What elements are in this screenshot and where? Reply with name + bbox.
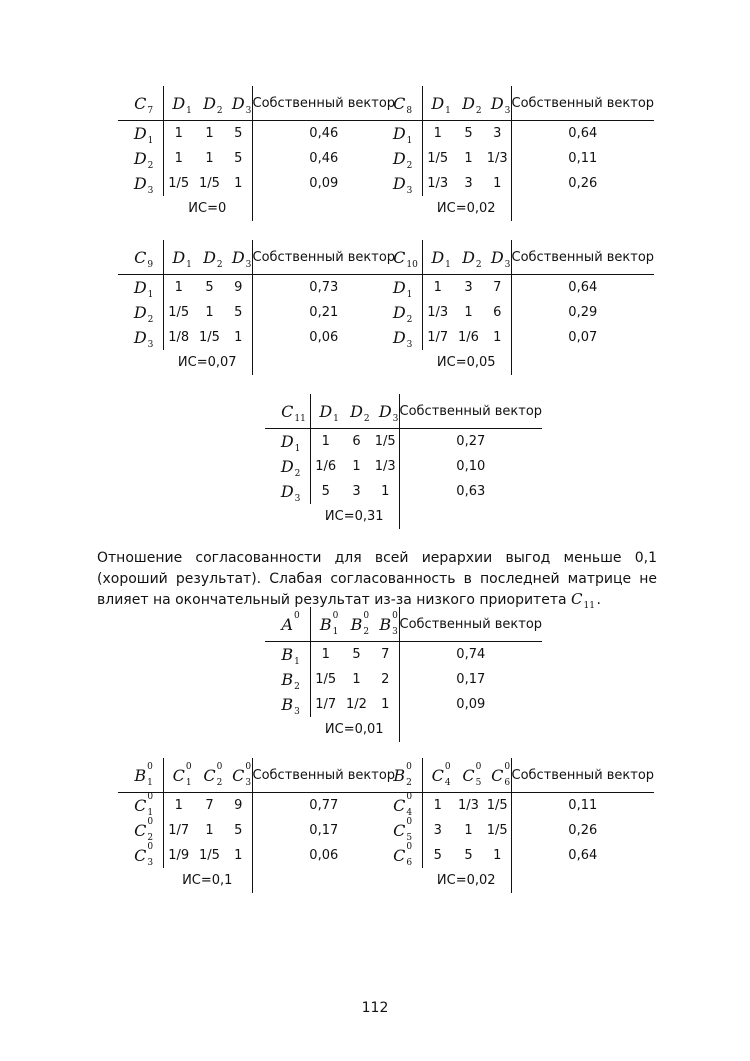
eigenvector-value: 0,77 xyxy=(252,793,395,819)
matrix-cell: 1/5 xyxy=(422,146,453,171)
matrix-cell: 1 xyxy=(163,275,194,301)
column-header: D 1 xyxy=(422,86,453,121)
eigenvector-value: 0,11 xyxy=(511,146,654,171)
matrix-cell: 3 xyxy=(464,280,473,295)
matrix-cell: 1 xyxy=(493,848,502,863)
matrix-cell: 6 xyxy=(493,305,502,320)
matrix-b1 xyxy=(118,758,395,893)
eigenvector-header: Собственный вектор xyxy=(252,758,395,793)
row-header: D 2 xyxy=(392,303,413,325)
eigenvector-value: 0,11 xyxy=(511,793,654,819)
matrix-cell: 1 xyxy=(464,305,473,320)
row-header: D 1 xyxy=(280,432,301,454)
matrix-cell: 5 xyxy=(310,479,341,504)
row-header: D 2 xyxy=(133,303,154,325)
matrix-row xyxy=(377,843,654,868)
matrix-cell: 1/7 xyxy=(422,325,453,350)
matrix-corner-label: A 0 xyxy=(265,607,310,642)
eigenvector-header: Собственный вектор xyxy=(399,394,542,429)
column-header: D 3 xyxy=(372,394,399,429)
matrix-cell: 5 xyxy=(234,823,243,838)
matrix-row xyxy=(377,171,654,196)
matrix-cell: 1/6 xyxy=(458,330,479,345)
column-header: D 3 xyxy=(225,240,252,275)
column-header: D 3 xyxy=(484,86,511,121)
matrix-cell: 6 xyxy=(352,434,361,449)
matrix-cell: 1 xyxy=(422,275,453,301)
matrix-corner-label: C 8 xyxy=(377,86,422,121)
matrix-row xyxy=(265,667,542,692)
matrix-cell: 2 xyxy=(381,672,390,687)
matrix-cell: 1 xyxy=(163,121,194,147)
matrix-corner-label: B 1 0 xyxy=(118,758,163,793)
matrix-cell: 5 xyxy=(234,305,243,320)
matrix-cell: 1/7 xyxy=(310,692,341,717)
matrix-cell: 1 xyxy=(205,305,214,320)
matrix-cell: 7 xyxy=(493,280,502,295)
matrix-cell: 1/5 xyxy=(199,330,220,345)
matrix-cell: 1/5 xyxy=(310,667,341,692)
row-header: C 3 0 xyxy=(134,842,154,868)
column-header: D 1 xyxy=(310,394,341,429)
row-header: C 4 0 xyxy=(393,792,413,818)
column-header: C 4 0 xyxy=(422,758,453,793)
matrix-cell: 1/3 xyxy=(374,459,396,474)
matrix-cell: 5 xyxy=(234,126,243,141)
consistency-index: ИС=0,02 xyxy=(436,201,496,216)
matrix-row xyxy=(377,300,654,325)
page-number: 112 xyxy=(361,1000,389,1016)
row-header: B 2 xyxy=(281,670,300,692)
matrix-cell: 1 xyxy=(422,121,453,147)
row-header: D 1 xyxy=(133,124,154,146)
matrix-cell: 5 xyxy=(464,848,473,863)
matrix-row xyxy=(377,818,654,843)
matrix-corner-label: C 10 xyxy=(377,240,422,275)
row-header: D 3 xyxy=(133,328,154,350)
row-header: D 1 xyxy=(392,278,413,300)
column-header: D 2 xyxy=(194,240,225,275)
paragraph-text: Отношение согласованности для всей иерархии выгод меньше 0,1 (хороший результат). Слабая согласованность в последней матрице не влияет на окончательный результат из-за низкого приоритета xyxy=(97,550,657,608)
eigenvector-value: 0,46 xyxy=(252,121,395,147)
row-header: D 1 xyxy=(392,124,413,146)
consistency-index: ИС=0 xyxy=(188,201,227,216)
matrix-cell: 1 xyxy=(163,793,194,819)
matrix-corner-label: C 7 xyxy=(118,86,163,121)
column-header: D 2 xyxy=(453,86,484,121)
matrix-row xyxy=(265,642,542,668)
consistency-index: ИС=0,07 xyxy=(177,355,237,370)
row-header: D 3 xyxy=(392,174,413,196)
column-header: D 2 xyxy=(341,394,372,429)
matrix-cell: 1 xyxy=(493,176,502,191)
matrix-row xyxy=(265,479,542,504)
column-header: C 2 0 xyxy=(194,758,225,793)
matrix-row xyxy=(377,793,654,819)
matrix-cell: 1/3 xyxy=(458,798,479,813)
eigenvector-header: Собственный вектор xyxy=(252,240,395,275)
matrix-cell: 1/3 xyxy=(422,300,453,325)
paragraph-symbol: C 11 xyxy=(571,590,595,611)
row-header: B 3 xyxy=(281,695,300,717)
matrix-cell: 5 xyxy=(352,647,361,662)
row-header: D 3 xyxy=(280,482,301,504)
matrix-cell: 1/5 xyxy=(199,848,220,863)
matrix-row xyxy=(377,325,654,350)
matrix-cell: 1 xyxy=(464,823,473,838)
matrix-row xyxy=(118,121,395,147)
matrix-cell: 1/3 xyxy=(486,151,508,166)
row-header: D 3 xyxy=(392,328,413,350)
eigenvector-value: 0,10 xyxy=(399,454,542,479)
row-header: D 1 xyxy=(133,278,154,300)
matrix-row xyxy=(377,121,654,147)
matrix-cell: 9 xyxy=(234,798,243,813)
matrix-cell: 1/9 xyxy=(163,843,194,868)
column-header: C 5 0 xyxy=(453,758,484,793)
eigenvector-value: 0,46 xyxy=(252,146,395,171)
eigenvector-header: Собственный вектор xyxy=(511,240,654,275)
matrix-cell: 1/5 xyxy=(199,176,220,191)
row-header: D 2 xyxy=(133,149,154,171)
matrix-c10 xyxy=(377,240,654,375)
matrix-row xyxy=(118,275,395,301)
matrix-cell: 1 xyxy=(205,823,214,838)
eigenvector-header: Собственный вектор xyxy=(511,86,654,121)
matrix-cell: 1 xyxy=(205,126,214,141)
matrix-cell: 1 xyxy=(464,151,473,166)
matrix-cell: 1 xyxy=(422,793,453,819)
matrix-cell: 5 xyxy=(464,126,473,141)
row-header: C 1 0 xyxy=(134,792,154,818)
matrix-c8 xyxy=(377,86,654,221)
column-header: B 3 0 xyxy=(372,607,399,642)
row-header: D 2 xyxy=(392,149,413,171)
consistency-index: ИС=0,01 xyxy=(324,722,384,737)
column-header: D 2 xyxy=(453,240,484,275)
eigenvector-value: 0,74 xyxy=(399,642,542,668)
matrix-cell: 1/8 xyxy=(163,325,194,350)
matrix-cell: 1/5 xyxy=(486,823,508,838)
row-header: C 5 0 xyxy=(393,817,413,843)
matrix-row xyxy=(118,843,395,868)
matrix-cell: 1 xyxy=(493,330,502,345)
matrix-row xyxy=(265,429,542,455)
eigenvector-value: 0,64 xyxy=(511,121,654,147)
matrix-row xyxy=(377,275,654,301)
matrix-row xyxy=(118,793,395,819)
eigenvector-value: 0,06 xyxy=(252,843,395,868)
matrix-row xyxy=(118,146,395,171)
eigenvector-value: 0,17 xyxy=(399,667,542,692)
column-header: C 6 0 xyxy=(484,758,511,793)
matrix-cell: 3 xyxy=(422,818,453,843)
matrix-row xyxy=(118,171,395,196)
consistency-paragraph xyxy=(97,548,657,611)
matrix-cell: 1/5 xyxy=(374,434,396,449)
column-header: D 3 xyxy=(484,240,511,275)
matrix-cell: 1 xyxy=(234,330,243,345)
consistency-index: ИС=0,05 xyxy=(436,355,496,370)
matrix-c7 xyxy=(118,86,395,221)
eigenvector-value: 0,06 xyxy=(252,325,395,350)
consistency-index: ИС=0,31 xyxy=(324,509,384,524)
consistency-index: ИС=0,02 xyxy=(436,873,496,888)
eigenvector-value: 0,63 xyxy=(399,479,542,504)
eigenvector-value: 0,09 xyxy=(399,692,542,717)
matrix-cell: 3 xyxy=(464,176,473,191)
matrix-cell: 1/5 xyxy=(486,798,508,813)
eigenvector-header: Собственный вектор xyxy=(399,607,542,642)
paragraph-tail: . xyxy=(596,592,601,608)
matrix-cell: 1 xyxy=(352,672,361,687)
matrix-cell: 9 xyxy=(234,280,243,295)
column-header: D 2 xyxy=(194,86,225,121)
matrix-b2 xyxy=(377,758,654,893)
eigenvector-value: 0,29 xyxy=(511,300,654,325)
eigenvector-value: 0,26 xyxy=(511,171,654,196)
eigenvector-value: 0,73 xyxy=(252,275,395,301)
matrix-row xyxy=(265,454,542,479)
consistency-index: ИС=0,1 xyxy=(182,873,233,888)
matrix-cell: 1 xyxy=(381,484,390,499)
matrix-row xyxy=(377,146,654,171)
matrix-cell: 5 xyxy=(422,843,453,868)
column-header: D 1 xyxy=(422,240,453,275)
matrix-corner-label: B 2 0 xyxy=(377,758,422,793)
row-header: C 6 0 xyxy=(393,842,413,868)
row-header: C 2 0 xyxy=(134,817,154,843)
matrix-cell: 1/6 xyxy=(310,454,341,479)
matrix-row xyxy=(265,692,542,717)
eigenvector-value: 0,09 xyxy=(252,171,395,196)
column-header: C 1 0 xyxy=(163,758,194,793)
eigenvector-value: 0,07 xyxy=(511,325,654,350)
column-header: D 3 xyxy=(225,86,252,121)
matrix-cell: 1/5 xyxy=(163,300,194,325)
matrix-cell: 5 xyxy=(234,151,243,166)
matrix-cell: 1 xyxy=(310,429,341,455)
eigenvector-value: 0,21 xyxy=(252,300,395,325)
matrix-cell: 1 xyxy=(163,146,194,171)
matrix-cell: 1 xyxy=(234,848,243,863)
row-header: D 2 xyxy=(280,457,301,479)
matrix-cell: 1 xyxy=(381,697,390,712)
eigenvector-value: 0,64 xyxy=(511,275,654,301)
eigenvector-header: Собственный вектор xyxy=(252,86,395,121)
matrix-cell: 1/3 xyxy=(422,171,453,196)
matrix-cell: 1/2 xyxy=(346,697,367,712)
row-header: D 3 xyxy=(133,174,154,196)
row-header: B 1 xyxy=(281,645,300,667)
matrix-corner-label: C 11 xyxy=(265,394,310,429)
column-header: D 1 xyxy=(163,240,194,275)
matrix-cell: 3 xyxy=(352,484,361,499)
matrix-cell: 7 xyxy=(205,798,214,813)
column-header: C 3 0 xyxy=(225,758,252,793)
matrix-cell: 1 xyxy=(310,642,341,668)
matrix-cell: 1 xyxy=(234,176,243,191)
matrix-row xyxy=(118,325,395,350)
column-header: B 1 0 xyxy=(310,607,341,642)
matrix-cell: 3 xyxy=(493,126,502,141)
matrix-cell: 1 xyxy=(205,151,214,166)
matrix-cell: 7 xyxy=(381,647,390,662)
column-header: D 1 xyxy=(163,86,194,121)
matrix-row xyxy=(118,300,395,325)
matrix-cell: 1/7 xyxy=(163,818,194,843)
matrix-row xyxy=(118,818,395,843)
matrix-cell: 1 xyxy=(352,459,361,474)
matrix-c9 xyxy=(118,240,395,375)
matrix-cell: 5 xyxy=(205,280,214,295)
matrix-c11 xyxy=(265,394,542,529)
matrix-corner-label: C 9 xyxy=(118,240,163,275)
column-header: B 2 0 xyxy=(341,607,372,642)
matrix-a0 xyxy=(265,607,542,742)
eigenvector-value: 0,26 xyxy=(511,818,654,843)
eigenvector-value: 0,27 xyxy=(399,429,542,455)
eigenvector-header: Собственный вектор xyxy=(511,758,654,793)
eigenvector-value: 0,64 xyxy=(511,843,654,868)
matrix-cell: 1/5 xyxy=(163,171,194,196)
eigenvector-value: 0,17 xyxy=(252,818,395,843)
